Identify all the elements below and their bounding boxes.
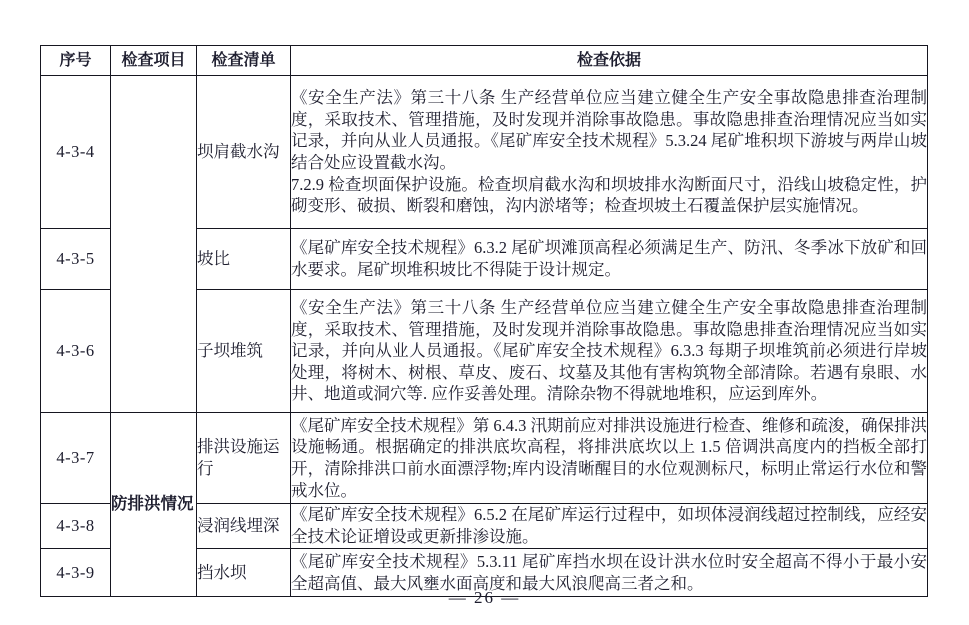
inspection-table [40, 45, 928, 597]
table-row [41, 413, 928, 504]
page-number: — 26 — [448, 588, 521, 607]
checklist-cell: 坡比 [197, 229, 291, 290]
basis-paragraph: 《尾矿库安全技术规程》第 6.4.3 汛期前应对排洪设施进行检查、维修和疏浚，确保排洪设施畅通。根据确定的排洪底坎高程，将排洪底坎以上 1.5 倍调洪高度内的挡板全部打开，清除排洪口前水面漂浮物;库内设清晰醒目的水位观测标尺，标明止常运行水位和警戒水位。 [291, 415, 927, 500]
seq-cell: 4-3-6 [41, 290, 111, 413]
basis-cell [291, 413, 928, 504]
basis-paragraph: 《尾矿库安全技术规程》6.3.2 尾矿坝滩顶高程必须满足生产、防汛、冬季冰下放矿和回水要求。尾矿坝堆积坡比不得陡于设计规定。 [291, 238, 927, 279]
header-checklist: 检查清单 [197, 46, 291, 76]
header-item: 检查项目 [111, 46, 197, 76]
basis-cell [291, 76, 928, 229]
seq-cell: 4-3-9 [41, 549, 111, 597]
basis-paragraph: 《安全生产法》第三十八条 生产经营单位应当建立健全生产安全事故隐患排查治理制度，采取技术、管理措施，及时发现并消除事故隐患。事故隐患排查治理情况应当如实记录，并向从业人员通报。《尾矿库安全技术规程》6.3.3 每期子坝堆筑前必须进行岸坡处理，将树木、树根、草皮、废石、坟墓及其他有害构筑物全部清除。若遇有泉眼、水井、地道或洞穴等. 应作妥善处理。清除杂物不得就地堆积，应运到库外。 [291, 298, 927, 404]
basis-paragraph: 《尾矿库安全技术规程》6.5.2 在尾矿库运行过程中，如坝体浸润线超过控制线，应经安全技术论证增设或更新排渗设施。 [291, 505, 927, 546]
checklist-cell: 子坝堆筑 [197, 290, 291, 413]
basis-paragraph: 7.2.9 检查坝面保护设施。检查坝肩截水沟和坝坡排水沟断面尺寸，沿线山坡稳定性，护砌变形、破损、断裂和磨蚀，沟内淤堵等；检查坝坡土石覆盖保护层实施情况。 [291, 174, 927, 216]
basis-paragraph: 《安全生产法》第三十八条 生产经营单位应当建立健全生产安全事故隐患排查治理制度，采取技术、管理措施，及时发现并消除事故隐患。事故隐患排查治理情况应当如实记录，并向从业人员通报。《尾矿库安全技术规程》5.3.24 尾矿堆积坝下游坡与两岸山坡结合处应设置截水沟。 [291, 88, 927, 172]
seq-cell: 4-3-5 [41, 229, 111, 290]
basis-cell [291, 290, 928, 413]
checklist-cell: 坝肩截水沟 [197, 76, 291, 229]
basis-paragraph: 《尾矿库安全技术规程》5.3.11 尾矿库挡水坝在设计洪水位时安全超高不得小于最小安全超高值、最大风壅水面高度和最大风浪爬高三者之和。 [291, 551, 927, 593]
checklist-cell: 浸润线埋深 [197, 504, 291, 549]
basis-cell [291, 504, 928, 549]
item-cell-empty [111, 76, 197, 413]
seq-cell: 4-3-8 [41, 504, 111, 549]
item-cell-flood-control: 防排洪情况 [111, 413, 197, 597]
header-basis: 检查依据 [291, 46, 928, 76]
seq-cell: 4-3-4 [41, 76, 111, 229]
header-seq: 序号 [41, 46, 111, 76]
checklist-cell: 挡水坝 [197, 549, 291, 597]
table-row [41, 76, 928, 229]
table-header-row [41, 46, 928, 76]
seq-cell: 4-3-7 [41, 413, 111, 504]
basis-cell [291, 229, 928, 290]
checklist-cell: 排洪设施运行 [197, 413, 291, 504]
